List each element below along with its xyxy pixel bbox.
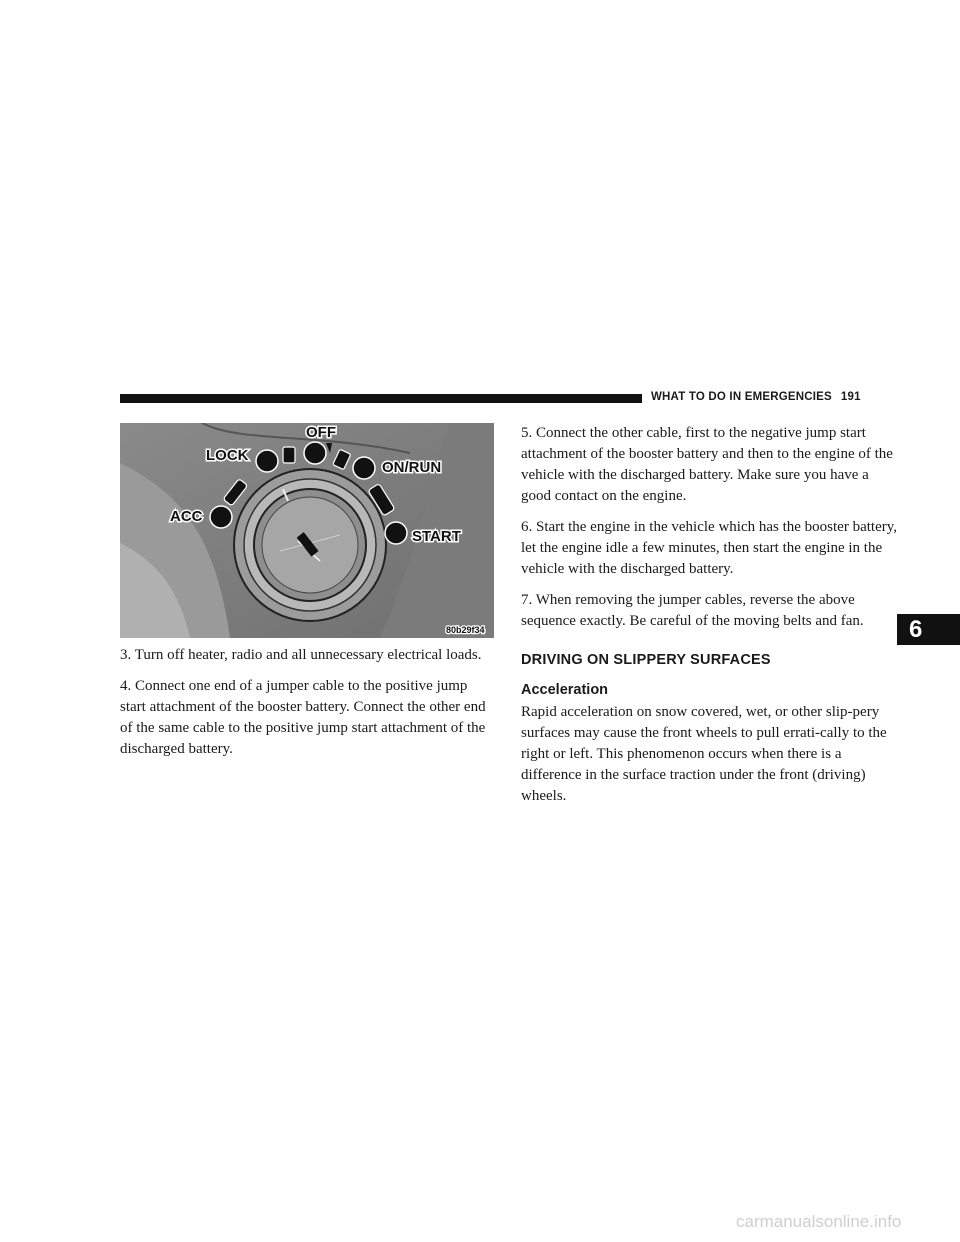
off-dot — [304, 442, 326, 464]
label-start: START — [412, 528, 461, 545]
running-header — [651, 391, 861, 403]
header-rule — [120, 394, 642, 403]
sub-heading-acceleration: Acceleration — [521, 682, 609, 698]
right-column — [521, 423, 897, 817]
left-column — [120, 645, 496, 770]
step-7: 7. When removing the jumper cables, reverse the above sequence exactly. Be careful of the moving belts and fan. — [521, 592, 864, 629]
page-number: 191 — [840, 391, 861, 403]
ignition-cylinder — [234, 469, 386, 621]
label-on-run: ON/RUN — [382, 459, 442, 476]
lock-dot — [256, 450, 278, 472]
acceleration-paragraph: Rapid acceleration on snow covered, wet, or other slip-pery surfaces may cause the front wheels to pull errati-cally to the right or left. This phenomenon occurs when there is a difference in the surface traction under the front (driving) wheels. — [521, 704, 887, 804]
label-acc: ACC — [170, 508, 203, 525]
acc-dot — [210, 506, 232, 528]
section-title: WHAT TO DO IN EMERGENCIES — [651, 391, 832, 403]
figure-code: 80b29f34 — [446, 625, 485, 635]
step-4: 4. Connect one end of a jumper cable to the positive jump start attachment of the booster battery. Connect the other end of the same cable to the positive jump start attachment of the discharged battery. — [120, 678, 486, 757]
start-dot — [385, 522, 407, 544]
label-off: OFF — [306, 424, 336, 441]
step-6: 6. Start the engine in the vehicle which has the booster battery, let the engine idle a few minutes, then start the engine in the vehicle with the discharged battery. — [521, 519, 897, 577]
lock-off-dash — [283, 447, 295, 463]
step-5: 5. Connect the other cable, first to the negative jump start attachment of the booster battery and then to the engine of the vehicle with the discharged battery. Make sure you have a good contact on the engine. — [521, 425, 893, 504]
section-heading: DRIVING ON SLIPPERY SURFACES — [521, 652, 771, 668]
chapter-tab: 6 — [897, 614, 960, 645]
step-3: 3. Turn off heater, radio and all unnecessary electrical loads. — [120, 647, 482, 663]
label-lock: LOCK — [206, 447, 249, 464]
watermark: carmanualsonline.info — [736, 1212, 902, 1231]
ignition-switch-illustration — [120, 423, 494, 638]
on-run-dot — [353, 457, 375, 479]
ignition-switch-figure — [120, 423, 494, 638]
